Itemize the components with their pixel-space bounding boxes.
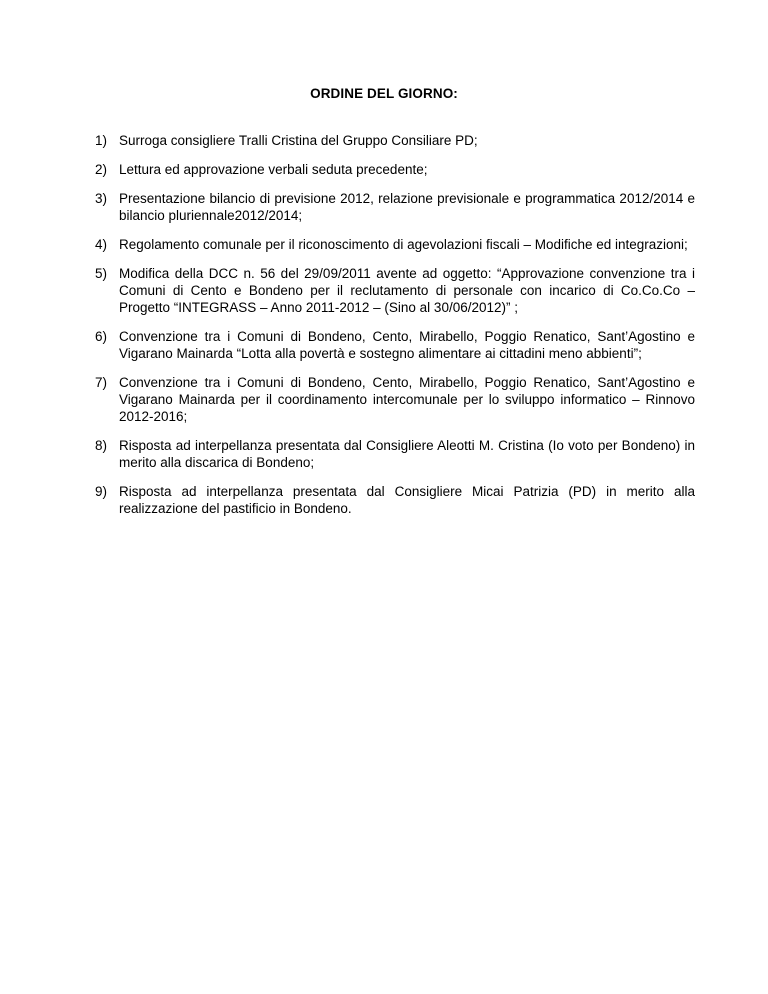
agenda-item-number: 9) bbox=[95, 484, 108, 499]
agenda-item-2 bbox=[95, 161, 695, 178]
agenda-list bbox=[95, 132, 695, 529]
agenda-item-number: 4) bbox=[95, 237, 108, 252]
agenda-item-8 bbox=[95, 437, 695, 471]
agenda-item-text: Surroga consigliere Tralli Cristina del Gruppo Consiliare PD; bbox=[119, 133, 478, 148]
agenda-item-1 bbox=[95, 132, 695, 149]
agenda-item-text: Presentazione bilancio di previsione 2012, relazione previsionale e programmatica 2012/2014 e bilancio pluriennale2012/2014; bbox=[119, 191, 695, 223]
page-title: ORDINE DEL GIORNO: bbox=[310, 86, 458, 101]
agenda-item-6 bbox=[95, 328, 695, 362]
agenda-item-text: Convenzione tra i Comuni di Bondeno, Cento, Mirabello, Poggio Renatico, Sant’Agostino e Vigarano Mainarda per il coordinamento intercomunale per lo sviluppo informatico – Rinnovo 2012-2016; bbox=[119, 375, 695, 424]
agenda-item-text: Modifica della DCC n. 56 del 29/09/2011 avente ad oggetto: “Approvazione convenzione tra i Comuni di Cento e Bondeno per il reclutamento di personale con incarico di Co.Co.Co – Progetto “INTEGRASS – Anno 2011-2012 – (Sino al 30/06/2012)” ; bbox=[119, 266, 695, 315]
agenda-item-text: Convenzione tra i Comuni di Bondeno, Cento, Mirabello, Poggio Renatico, Sant’Agostino e Vigarano Mainarda “Lotta alla povertà e sostegno alimentare ai cittadini meno abbienti”; bbox=[119, 329, 695, 361]
agenda-item-text: Lettura ed approvazione verbali seduta precedente; bbox=[119, 162, 428, 177]
agenda-item-number: 8) bbox=[95, 438, 108, 453]
agenda-item-5 bbox=[95, 265, 695, 316]
agenda-item-number: 3) bbox=[95, 191, 108, 206]
agenda-item-3 bbox=[95, 190, 695, 224]
agenda-item-4 bbox=[95, 236, 695, 253]
agenda-item-number: 2) bbox=[95, 162, 108, 177]
agenda-item-number: 1) bbox=[95, 133, 108, 148]
agenda-item-text: Risposta ad interpellanza presentata dal Consigliere Aleotti M. Cristina (Io voto per Bondeno) in merito alla discarica di Bondeno; bbox=[119, 438, 695, 470]
agenda-item-text: Regolamento comunale per il riconoscimento di agevolazioni fiscali – Modifiche ed integrazioni; bbox=[119, 237, 688, 252]
agenda-item-number: 6) bbox=[95, 329, 108, 344]
agenda-item-number: 5) bbox=[95, 266, 108, 281]
agenda-item-text: Risposta ad interpellanza presentata dal Consigliere Micai Patrizia (PD) in merito alla realizzazione del pastificio in Bondeno. bbox=[119, 484, 695, 516]
agenda-item-number: 7) bbox=[95, 375, 108, 390]
agenda-item-9 bbox=[95, 483, 695, 517]
agenda-item-7 bbox=[95, 374, 695, 425]
